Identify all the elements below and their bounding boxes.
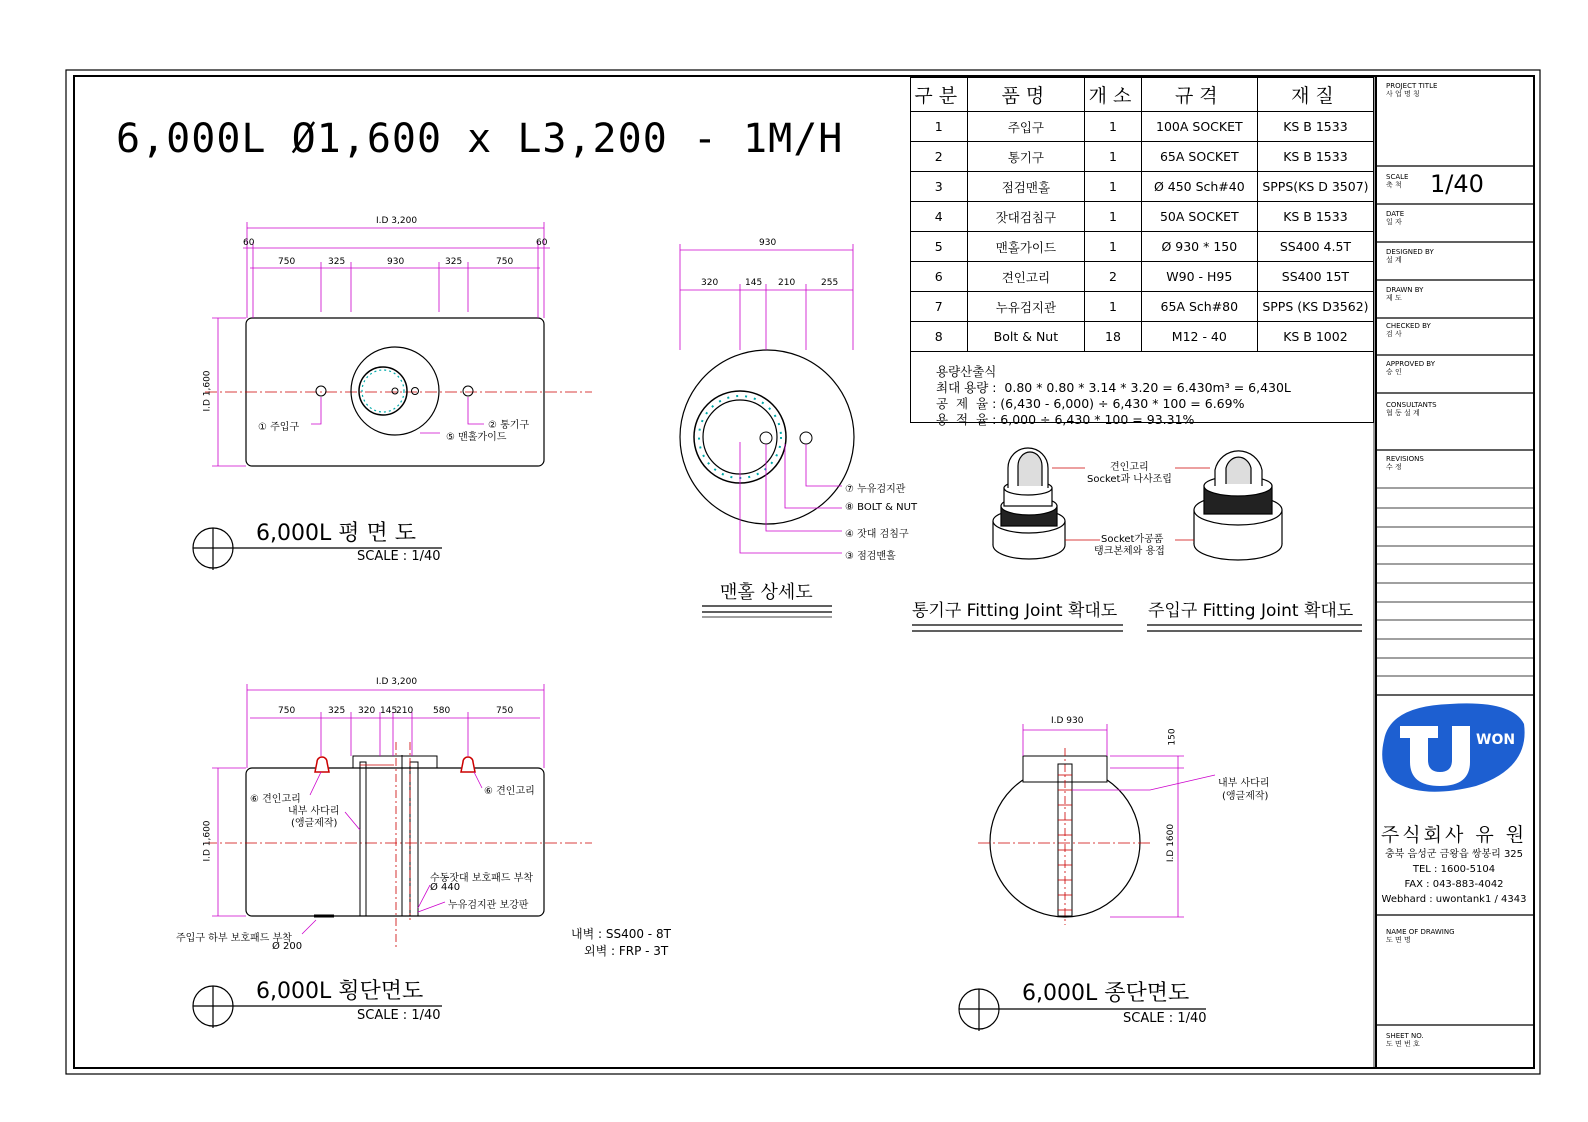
manhole-detail [680, 244, 854, 617]
bom-cell: 3 [911, 172, 968, 202]
bom-row [911, 322, 1374, 352]
bom-cell: 1 [1085, 172, 1142, 202]
cross-label-hook-left: ⑥ 견인고리 [250, 794, 301, 805]
manhole-label: ⑧ BOLT & NUT [845, 502, 918, 513]
calc-line: 최대 용량 : 0.80 * 0.80 * 3.14 * 3.20 = 6.430m³ = 6,430L [936, 380, 1291, 395]
company-info [1378, 820, 1530, 907]
manhole-dim: 210 [778, 278, 796, 288]
bom-cell: Bolt & Nut [967, 322, 1085, 352]
cross-dim: 580 [433, 706, 451, 716]
cross-label-ladder: 내부 사다리 [288, 806, 340, 817]
plan-id-length: I.D 3,200 [376, 216, 418, 226]
cross-dim: 210 [396, 706, 414, 716]
tb-scale: SCALE 축 척 [1386, 173, 1409, 189]
fitting-label-hook: 견인고리 [1110, 462, 1149, 473]
bom-cell: KS B 1533 [1257, 202, 1373, 232]
plan-label-guide: ⑤ 맨홀가이드 [446, 432, 507, 443]
bom-cell: 맨홀가이드 [967, 232, 1085, 262]
manhole-guide-outline [680, 350, 854, 524]
plan-label-vent: ② 통기구 [488, 420, 530, 431]
manhole-label: ③ 점검맨홀 [845, 551, 896, 562]
manhole-total-dim: 930 [759, 238, 777, 248]
bom-cell: 통기구 [967, 142, 1085, 172]
bom-cell: 5 [911, 232, 968, 262]
bom-cell: 누유검지관 [967, 292, 1085, 322]
bom-cell: 8 [911, 322, 968, 352]
bom-cell: 6 [911, 262, 968, 292]
wall-inner-spec: 내벽 : SS400 - 8T [571, 927, 671, 941]
fitting-label-socket: Socket가공품 [1101, 534, 1164, 545]
plan-inlet [316, 386, 326, 396]
long-id-dia: I.D 1600 [1166, 823, 1177, 863]
tb-checked: CHECKED BY 검 사 [1386, 322, 1431, 338]
cross-scale: SCALE : 1/40 [357, 1008, 441, 1023]
bom-cell: 2 [1085, 262, 1142, 292]
bom-cell: 65A Sch#80 [1141, 292, 1257, 322]
plan-dim: 325 [445, 257, 463, 267]
bom-cell: KS B 1002 [1257, 322, 1373, 352]
drawing-title: 6,000L Ø1,600 x L3,200 - 1M/H [116, 116, 844, 162]
tb-drawn: DRAWN BY 제 도 [1386, 286, 1424, 302]
long-id-top: I.D 930 [1051, 716, 1084, 726]
bom-cell: Ø 450 Sch#40 [1141, 172, 1257, 202]
tb-project-title: PROJECT TITLE 사 업 명 칭 [1386, 82, 1438, 98]
tb-sheet-no: SHEET NO. 도 면 번 호 [1386, 1032, 1424, 1048]
bom-row [911, 112, 1374, 142]
plan-vent [463, 386, 473, 396]
cross-dim: 750 [496, 706, 514, 716]
vent-fitting-title: 통기구 Fitting Joint 확대도 [912, 601, 1118, 621]
manhole-dim: 255 [821, 278, 839, 288]
tb-designed: DESIGNED BY 설 계 [1386, 248, 1434, 264]
cross-label-hook-right: ⑥ 견인고리 [484, 786, 535, 797]
cross-dim: 320 [358, 706, 376, 716]
plan-label-inlet: ① 주입구 [258, 422, 300, 433]
bom-cell: KS B 1533 [1257, 142, 1373, 172]
cross-title: 6,000L 횡단면도 [256, 979, 424, 1004]
calc-title: 용량산출식 [936, 364, 997, 379]
plan-manhole-guide [351, 347, 439, 435]
bom-cell: 주입구 [967, 112, 1085, 142]
plan-edge-dim: 60 [536, 238, 548, 248]
cross-label-leak-pipe: 누유검지관 보강판 [448, 900, 529, 911]
bom-row [911, 142, 1374, 172]
cross-label-dip-pad-dia: Ø 440 [430, 882, 461, 893]
plan-dim: 750 [496, 257, 514, 267]
long-label-ladder: 내부 사다리 [1218, 778, 1270, 789]
tb-approved: APPROVED BY 승 인 [1386, 360, 1436, 376]
bom-cell: 견인고리 [967, 262, 1085, 292]
calc-line: 공 제 율 : (6,430 - 6,000) ÷ 6,430 * 100 = 6.69% [936, 396, 1245, 411]
cross-id-dia: I.D 1,600 [202, 820, 213, 862]
bom-cell: 2 [911, 142, 968, 172]
bom-header-row [911, 78, 1374, 112]
bom-cell: 50A SOCKET [1141, 202, 1257, 232]
bom-cell: 1 [911, 112, 968, 142]
bom-row [911, 172, 1374, 202]
calc-line: 용 적 율 : 6,000 ÷ 6,430 * 100 = 93.31% [936, 412, 1195, 427]
tb-consultants: CONSULTANTS 협 동 설 계 [1386, 401, 1437, 417]
bom-header: 재질 [1257, 78, 1373, 112]
bom-row [911, 232, 1374, 262]
company-address: 충북 음성군 금왕읍 쌍봉리 325 [1384, 849, 1524, 860]
bom-cell: 100A SOCKET [1141, 112, 1257, 142]
bom-cell: SS400 15T [1257, 262, 1373, 292]
wall-outer-spec: 외벽 : FRP - 3T [584, 944, 669, 958]
bom-header: 구분 [911, 78, 968, 112]
manhole-label: ④ 잣대 검침구 [845, 529, 909, 540]
bom-cell: 4 [911, 202, 968, 232]
bom-header: 품명 [967, 78, 1085, 112]
long-title: 6,000L 종단면도 [1022, 981, 1190, 1006]
cross-dim: 145 [380, 706, 398, 716]
bom-row [911, 292, 1374, 322]
bom-header: 개소 [1085, 78, 1142, 112]
plan-manhole [359, 367, 407, 415]
company-webhard: Webhard : uwontank1 / 4343 [1381, 894, 1527, 905]
bom-cell: 1 [1085, 292, 1142, 322]
cross-dim: 325 [328, 706, 346, 716]
plan-scale: SCALE : 1/40 [357, 549, 441, 564]
bom-cell: 잣대검침구 [967, 202, 1085, 232]
bom-cell: 1 [1085, 202, 1142, 232]
cross-label-inlet-pad-dia: Ø 200 [272, 941, 303, 952]
cross-label-inlet-pad: 주입구 하부 보호패드 부착 [176, 933, 292, 944]
bom-cell: 점검맨홀 [967, 172, 1085, 202]
bom-cell: Ø 930 * 150 [1141, 232, 1257, 262]
long-label-ladder-note: (앵글제작) [1222, 791, 1269, 802]
bom-row [911, 262, 1374, 292]
tb-scale-value: 1/40 [1430, 170, 1484, 198]
fitting-label-weld: 탱크본체와 용접 [1094, 546, 1165, 557]
bom-row [911, 202, 1374, 232]
manhole-label: ⑦ 누유검지관 [845, 484, 906, 495]
manhole-title: 맨홀 상세도 [720, 582, 813, 603]
bom-cell: M12 - 40 [1141, 322, 1257, 352]
bom-cell: 18 [1085, 322, 1142, 352]
bom-cell: KS B 1533 [1257, 112, 1373, 142]
bom-cell: 1 [1085, 112, 1142, 142]
bom-cell: W90 - H95 [1141, 262, 1257, 292]
tb-revisions: REVISIONS 수 정 [1386, 455, 1424, 471]
manhole-dim: 320 [701, 278, 719, 288]
bom-header: 규격 [1141, 78, 1257, 112]
fitting-label-thread: Socket과 나사조립 [1087, 474, 1172, 485]
tb-drawing-name: NAME OF DRAWING 도 면 명 [1386, 928, 1455, 944]
tb-date: DATE 일 자 [1386, 210, 1405, 226]
cross-label-ladder-note: (앵글제작) [291, 818, 338, 829]
bom-cell: 1 [1085, 142, 1142, 172]
company-name: 주식회사 유 원 [1380, 824, 1528, 846]
cross-id-length: I.D 3,200 [376, 677, 418, 687]
plan-dim: 750 [278, 257, 296, 267]
bom-cell: SS400 4.5T [1257, 232, 1373, 262]
plan-id-dia: I.D 1,600 [202, 370, 213, 412]
logo-text: WON [1476, 732, 1516, 748]
bom-cell: SPPS (KS D3562) [1257, 292, 1373, 322]
bom-cell: SPPS(KS D 3507) [1257, 172, 1373, 202]
manhole-dim: 145 [745, 278, 763, 288]
hook-right [461, 757, 475, 772]
plan-edge-dim: 60 [243, 238, 255, 248]
long-scale: SCALE : 1/40 [1123, 1011, 1207, 1026]
cross-dim: 750 [278, 706, 296, 716]
hook-left [315, 757, 329, 772]
long-height-dim: 150 [1167, 728, 1178, 746]
inlet-fitting-title: 주입구 Fitting Joint 확대도 [1148, 601, 1354, 621]
cross-label-dip-pad: 수동잣대 보호패드 부착 [430, 873, 533, 884]
company-fax: FAX : 043-883-4042 [1404, 879, 1504, 890]
bom-cell: 7 [911, 292, 968, 322]
bom-cell: 1 [1085, 232, 1142, 262]
plan-dim: 930 [387, 257, 405, 267]
bom-cell: 65A SOCKET [1141, 142, 1257, 172]
plan-dim: 325 [328, 257, 346, 267]
company-tel: TEL : 1600-5104 [1412, 864, 1496, 875]
capacity-calculation [936, 364, 1291, 428]
plan-title: 6,000L 평 면 도 [256, 521, 416, 546]
